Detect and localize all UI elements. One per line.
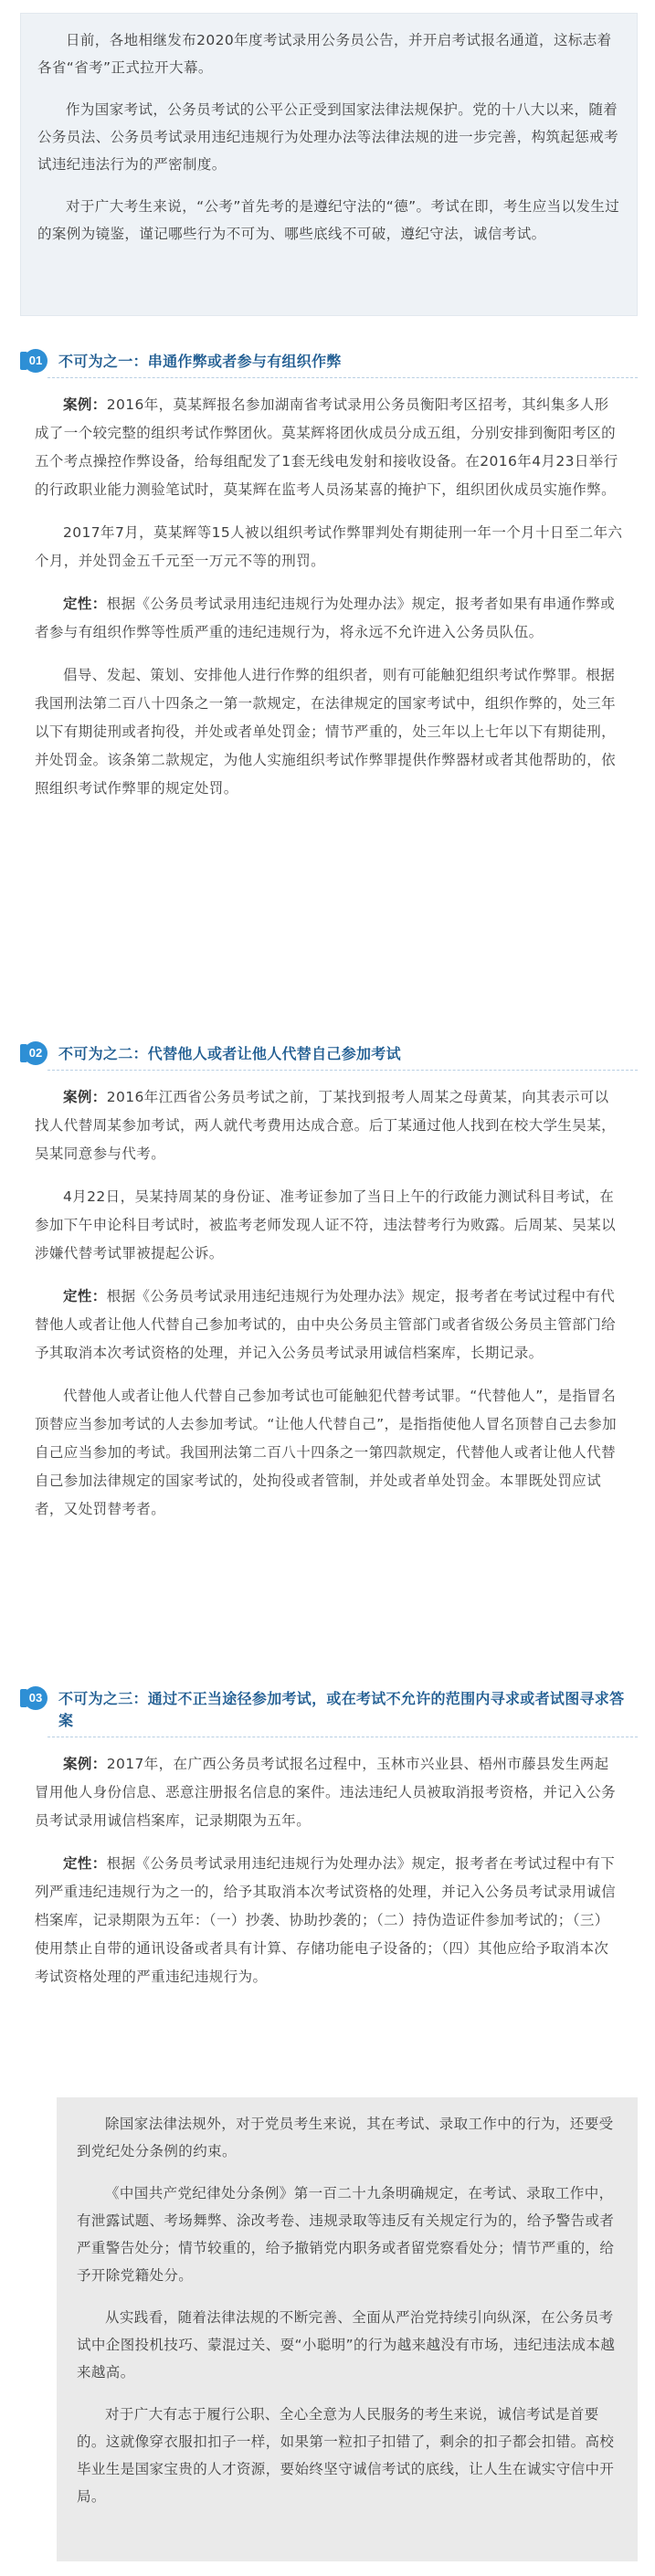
paragraph-lead: 案例： [63,1089,107,1105]
paragraph-text: 4月22日，吴某持周某的身份证、准考证参加了当日上午的行政能力测试科目考试，在参加下午申论科目考试时，被监考老师发现人证不符，违法替考行为败露。后周某、吴某以涉嫌代替考试罪被提起公诉。 [35,1188,617,1262]
body-paragraph [35,1382,623,1524]
paragraph-text: 2016年，莫某辉报名参加湖南省考试录用公务员衡阳考区招考，其纠集多人形成了一个较完整的组织考试作弊团伙。莫某辉将团伙成员分成五组，分别安排到衡阳考区的五个考点操控作弊设备，给每组配发了1套无线电发射和接收设备。在2016年4月23日举行的行政职业能力测验笔试时，莫某辉在监考人员汤某喜的掩护下，组织团伙成员实施作弊。 [35,396,618,498]
intro-paragraph: 日前，各地相继发布2020年度考试录用公务员公告，并开启考试报名通道，这标志着各省“省考”正式拉开大幕。 [37,32,612,76]
paragraph-text: 代替他人或者让他人代替自己参加考试也可能触犯代替考试罪。“代替他人”，是指冒名顶替应当参加考试的人去参加考试。“让他人代替自己”，是指指使他人冒名顶替自己去参加自己应当参加的考试。我国刑法第二百八十四条之一第四款规定，代替他人或者让他人代替自己参加法律规定的国家考试的，处拘役或者管制，并处或者单处罚金。本罪既处罚应试者，又处罚替考者。 [35,1388,617,1517]
paragraph-text: 倡导、发起、策划、安排他人进行作弊的组织者，则有可能触犯组织考试作弊罪。根据我国刑法第二百八十四条之一第一款规定，在法律规定的国家考试中，组织作弊的，处三年以下有期徒刑或者拘役，并处或者单处罚金；情节严重的，处三年以上七年以下有期徒刑，并处罚金。该条第二款规定，为他人实施组织考试作弊罪提供作弊器材或者其他帮助的，依照组织考试作弊罪的规定处罚。 [35,667,617,797]
section-title: 不可为之二：代替他人或者让他人代替自己参加考试 [58,1045,401,1062]
paragraph-lead: 案例： [63,1756,107,1772]
section-3 [20,1677,638,2006]
section-title: 不可为之一：串通作弊或者参与有组织作弊 [58,353,342,370]
body-paragraph [35,661,623,803]
paragraph-text: 根据《公务员考试录用违纪违规行为处理办法》规定，报考者在考试过程中有代替他人或者让他人代替自己参加考试的，由中央公务员主管部门或者省级公务员主管部门给予其取消本次考试资格的处理，并记入公务员考试录用诚信档案库，长期记录。 [35,1288,617,1361]
ruling-paragraph [35,1850,623,1991]
paragraph-lead: 定性： [63,1855,107,1872]
body-paragraph [35,519,623,575]
section-header [20,340,638,382]
section-number-badge: 01 [24,349,48,373]
intro-paragraph: 对于广大考生来说，“公考”首先考的是遵纪守法的“德”。考试在即，考生应当以发生过的案例为镜鉴，谨记哪些行为不可为、哪些底线不可破，遵纪守法，诚信考试。 [37,198,620,242]
section-number-badge: 02 [24,1041,48,1065]
paragraph-lead: 定性： [63,596,107,612]
paragraph-lead: 案例： [63,396,107,413]
outro-paragraph: 从实践看，随着法律法规的不断完善、全面从严治党持续引向纵深，在公务员考试中企图投机技巧、蒙混过关、耍“小聪明”的行为越来越没有市场，违纪违法成本越来越高。 [77,2309,616,2381]
paragraph-text: 根据《公务员考试录用违纪违规行为处理办法》规定，报考者在考试过程中有下列严重违纪违规行为之一的，给予其取消本次考试资格的处理，并记入公务员考试录用诚信档案库，记录期限为五年：（一）抄袭、协助抄袭的；（二）持伪造证件参加考试的；（三）使用禁止自带的通讯设备或者具有计算、存储功能电子设备的；（四）其他应给予取消本次考试资格处理的严重违纪违规行为。 [35,1855,617,1985]
section-2 [20,1032,638,1538]
case-paragraph [35,1750,623,1835]
paragraph-text: 2017年7月，莫某辉等15人被以组织考试作弊罪判处有期徒刑一年一个月十日至二年六个月，并处罚金五千元至一万元不等的刑罚。 [35,524,623,569]
case-paragraph [35,1083,623,1168]
outro-box [57,2097,638,2561]
section-header [20,1032,638,1074]
ruling-paragraph [35,590,623,647]
divider [48,377,638,378]
divider [48,1070,638,1071]
intro-box [20,13,638,316]
paragraph-text: 2016年江西省公务员考试之前，丁某找到报考人周某之母黄某，向其表示可以找人代替周某参加考试，两人就代考费用达成合意。后丁某通过他人找到在校大学生吴某，吴某同意参与代考。 [35,1089,617,1162]
paragraph-text: 根据《公务员考试录用违纪违规行为处理办法》规定，报考者如果有串通作弊或者参与有组织作弊等性质严重的违纪违规行为，将永远不允许进入公务员队伍。 [35,596,616,640]
paragraph-lead: 定性： [63,1288,107,1304]
section-1 [20,340,638,818]
case-paragraph [35,391,623,504]
outro-paragraph: 对于广大有志于履行公职、全心全意为人民服务的考生来说，诚信考试是首要的。这就像穿衣服扣扣子一样，如果第一粒扣子扣错了，剩余的扣子都会扣错。高校毕业生是国家宝贵的人才资源，要始终坚守诚信考试的底线，让人生在诚实守信中开局。 [77,2406,615,2505]
section-title: 不可为之三：通过不正当途径参加考试，或在考试不允许的范围内寻求或者试图寻求答案 [58,1690,625,1729]
section-number-badge: 03 [24,1686,48,1710]
ruling-paragraph [35,1283,623,1367]
section-header [20,1677,638,1741]
paragraph-text: 2017年，在广西公务员考试报名过程中，玉林市兴业县、梧州市藤县发生两起冒用他人身份信息、恶意注册报名信息的案件。违法违纪人员被取消报考资格，并记入公务员考试录用诚信档案库，记录期限为五年。 [35,1756,617,1829]
outro-paragraph: 《中国共产党纪律处分条例》第一百二十九条明确规定，在考试、录取工作中，有泄露试题、考场舞弊、涂改考卷、违规录取等违反有关规定行为的，给予警告或者严重警告处分；情节较重的，给予撤销党内职务或者留党察看处分；情节严重的，给予开除党籍处分。 [77,2185,615,2284]
outro-paragraph: 除国家法律法规外，对于党员考生来说，其在考试、录取工作中的行为，还要受到党纪处分条例的约束。 [77,2116,614,2159]
body-paragraph [35,1183,623,1268]
intro-paragraph: 作为国家考试，公务员考试的公平公正受到国家法律法规保护。党的十八大以来，随着公务员法、公务员考试录用违纪违规行为处理办法等法律法规的进一步完善，构筑起惩戒考试违纪违法行为的严密制度。 [37,101,619,173]
